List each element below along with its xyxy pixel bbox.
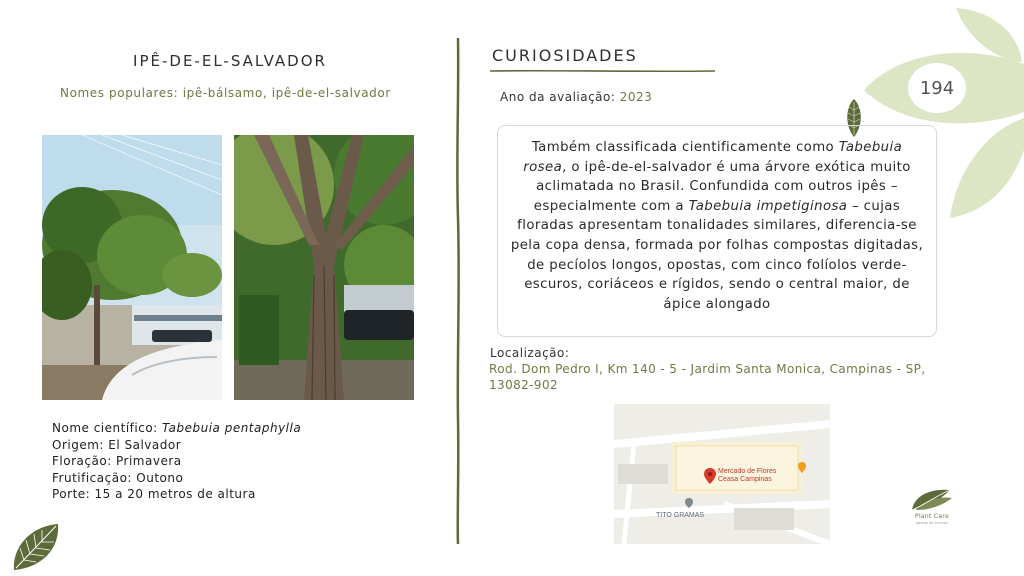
location-map[interactable] bbox=[614, 404, 830, 544]
curiosities-title: CURIOSIDADES bbox=[492, 46, 638, 65]
decorative-leaf-bottom-left bbox=[10, 520, 62, 572]
location-address: Rod. Dom Pedro I, Km 140 - 5 - Jardim Santa Monica, Campinas - SP, 13082-902 bbox=[489, 362, 926, 392]
logo-tagline: gestão de árvores bbox=[916, 521, 948, 525]
logo-leaf-icon bbox=[902, 486, 962, 512]
logo-name: Plant Care bbox=[915, 513, 949, 520]
popular-names-value: ipê-bálsamo, ipê-de-el-salvador bbox=[182, 86, 391, 100]
plant-care-logo bbox=[902, 486, 962, 526]
tree-photo-canopy bbox=[42, 135, 222, 400]
curiosities-text: Também classificada cientificamente como Tabebuia rosea, o ipê-de-el-salvador é uma árvore exótica muito aclimatada no Brasil. Confundida com outros ipês – especialmente com a Tabebuia impetiginosa – cujas floradas apresentam tonalidades similares, diferencia-se pela copa densa, formada por folhas compostas digitadas, de pecíolos longos, opostas, com cinco folíolos verde-escuros, coriáceos e rígidos, sendo o central maior, de ápice alongado bbox=[497, 125, 937, 337]
curiosities-underline bbox=[490, 69, 715, 73]
evaluation-year-label: Ano da avaliação: bbox=[500, 90, 616, 104]
location-label: Localização: bbox=[490, 346, 570, 360]
origin-row: Origem: El Salvador bbox=[52, 437, 182, 452]
fruiting-row: Frutificação: Outono bbox=[52, 470, 184, 485]
evaluation-year-value: 2023 bbox=[619, 90, 653, 104]
popular-names bbox=[60, 86, 420, 100]
scientific-name-label: Nome científico: bbox=[52, 421, 158, 435]
tree-photo-trunk bbox=[234, 135, 414, 400]
scientific-name-value: Tabebuia pentaphylla bbox=[162, 421, 302, 435]
size-row: Porte: 15 a 20 metros de altura bbox=[52, 487, 256, 501]
page-number: 194 bbox=[908, 63, 966, 113]
popular-names-label: Nomes populares: bbox=[60, 86, 179, 100]
plant-details bbox=[52, 420, 301, 503]
map-place-label: Mercado de Flores Ceasa Campinas bbox=[718, 468, 777, 483]
column-divider bbox=[454, 38, 462, 544]
flowering-row: Floração: Primavera bbox=[52, 454, 182, 468]
plant-title: IPÊ-DE-EL-SALVADOR bbox=[133, 52, 327, 70]
evaluation-year bbox=[500, 90, 652, 104]
scientific-name-row bbox=[52, 420, 301, 437]
map-secondary-label: TITO GRAMAS bbox=[656, 512, 705, 519]
